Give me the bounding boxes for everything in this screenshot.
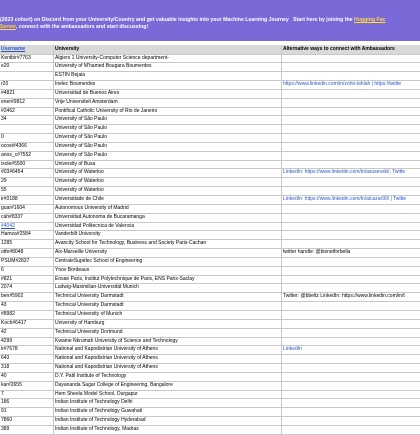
- alternative-contact-cell[interactable]: [282, 205, 420, 213]
- table-row[interactable]: [0, 346, 420, 355]
- table-row[interactable]: [0, 408, 420, 417]
- alternative-contact-cell[interactable]: [282, 267, 420, 275]
- username-cell[interactable]: 4299: [0, 338, 54, 346]
- university-cell[interactable]: Hem Sheela Model School, Durgapur: [54, 391, 282, 399]
- column-header-alternative[interactable]: Alternative ways to connect with Ambassadors: [283, 46, 395, 52]
- alternative-contact-cell[interactable]: twitter handle: @bisnotforbella: [283, 249, 351, 256]
- username-cell[interactable]: PSUM#2837: [0, 258, 54, 266]
- table-row[interactable]: [0, 249, 420, 258]
- alternative-contact-cell[interactable]: Twitter: @bbeltz LinkedIn: https://www.linkedin.com/in/t: [283, 293, 405, 300]
- table-row[interactable]: [0, 320, 420, 329]
- banner-line-1: [0, 17, 385, 24]
- university-cell[interactable]: Universidad Politecnica de Valencia: [54, 223, 282, 231]
- university-cell[interactable]: Technical University Darmstadt: [54, 302, 282, 310]
- username-cell[interactable]: ir#0188: [0, 196, 54, 204]
- university-cell[interactable]: National and Kapodistrian University of Athens: [54, 355, 282, 363]
- username-cell[interactable]: [0, 72, 54, 80]
- alternative-contact-cell[interactable]: [282, 99, 420, 107]
- alternative-contact-cell[interactable]: [282, 399, 420, 407]
- table-row[interactable]: [0, 426, 420, 435]
- university-cell[interactable]: University of Busa: [54, 161, 282, 169]
- username-cell[interactable]: 186: [0, 399, 54, 407]
- university-cell[interactable]: University of Hamburg: [54, 320, 282, 328]
- table-row[interactable]: [0, 240, 420, 249]
- username-cell[interactable]: #03#6454: [0, 169, 54, 177]
- table-row[interactable]: [0, 72, 420, 81]
- university-cell[interactable]: University of São Paulo: [54, 152, 282, 160]
- username-cell[interactable]: 7860: [0, 417, 54, 425]
- username-cell[interactable]: 0: [0, 134, 54, 142]
- alternative-contact-cell[interactable]: [282, 302, 420, 310]
- alternative-contact-cell[interactable]: [282, 134, 420, 142]
- table-row[interactable]: [0, 276, 420, 285]
- alternative-contact-cell[interactable]: [282, 258, 420, 266]
- alternative-contact-cell[interactable]: [282, 426, 420, 434]
- table-row[interactable]: [0, 373, 420, 382]
- table-row[interactable]: [0, 355, 420, 364]
- alternative-contact-cell[interactable]: [282, 143, 420, 151]
- table-row[interactable]: [0, 143, 420, 152]
- alternative-contact-cell[interactable]: [282, 284, 420, 292]
- alternative-contact-cell[interactable]: [282, 178, 420, 186]
- table-row[interactable]: [0, 108, 420, 117]
- alternative-contact-cell[interactable]: [282, 152, 420, 160]
- university-cell[interactable]: University of M'hamed Bougara Boumerdes: [54, 63, 282, 71]
- university-cell[interactable]: Technical University of Munich: [54, 311, 282, 319]
- table-row[interactable]: [0, 223, 420, 232]
- table-row[interactable]: [0, 178, 420, 187]
- table-row[interactable]: [0, 258, 420, 267]
- username-cell[interactable]: [0, 125, 54, 133]
- table-row[interactable]: [0, 205, 420, 214]
- username-cell[interactable]: 40: [0, 373, 54, 381]
- table-row[interactable]: [0, 417, 420, 426]
- alternative-contact-cell[interactable]: [282, 240, 420, 248]
- banner-line-2: [0, 24, 148, 31]
- university-cell[interactable]: Technical University Darmstadt: [54, 293, 282, 301]
- alternative-contact-cell[interactable]: [282, 320, 420, 328]
- alternative-contact-cell[interactable]: [282, 231, 420, 239]
- username-cell[interactable]: 2074: [0, 284, 54, 292]
- username-cell[interactable]: Hamza#2584: [0, 231, 54, 239]
- university-cell[interactable]: University of Waterloo: [54, 187, 282, 195]
- username-cell[interactable]: 643: [0, 355, 54, 363]
- university-cell[interactable]: Inelec Boumerdes: [54, 81, 282, 89]
- table-row[interactable]: [0, 293, 420, 302]
- table-row[interactable]: [0, 55, 420, 64]
- username-cell[interactable]: e20: [0, 63, 54, 71]
- table-row[interactable]: [0, 267, 420, 276]
- university-cell[interactable]: Aix-Marseille University: [54, 249, 282, 257]
- table-row[interactable]: [0, 161, 420, 170]
- university-cell[interactable]: National and Kapodistrian University of Athens: [54, 346, 282, 354]
- table-row[interactable]: [0, 81, 420, 90]
- username-cell[interactable]: #8982: [0, 311, 54, 319]
- alternative-contact-cell[interactable]: [282, 55, 420, 63]
- table-row[interactable]: [0, 399, 420, 408]
- university-cell[interactable]: Indian Institute of Technology Hyderabad: [54, 417, 282, 425]
- alternative-contact-cell[interactable]: [282, 90, 420, 98]
- university-cell[interactable]: University of São Paulo: [54, 125, 282, 133]
- username-cell[interactable]: r20: [0, 81, 54, 89]
- username-cell[interactable]: 1285: [0, 240, 54, 248]
- alternative-contact-cell[interactable]: [282, 187, 420, 195]
- table-row[interactable]: [0, 90, 420, 99]
- university-cell[interactable]: CentraleSupélec School of Engineering: [54, 258, 282, 266]
- university-cell[interactable]: Indian Institute of Technology, Madras: [54, 426, 282, 434]
- university-cell[interactable]: Vrije Universiteit Amsterdam: [54, 99, 282, 107]
- alternative-contact-cell[interactable]: [282, 63, 420, 71]
- university-cell[interactable]: Universidad Autonoma de Bucaramanga: [54, 214, 282, 222]
- alternative-contact-cell[interactable]: [282, 108, 420, 116]
- table-row[interactable]: [0, 125, 420, 134]
- table-row[interactable]: [0, 231, 420, 240]
- username-cell[interactable]: ener#9812: [0, 99, 54, 107]
- username-cell[interactable]: 7: [0, 391, 54, 399]
- alternative-contact-cell[interactable]: [282, 72, 420, 80]
- column-header-username[interactable]: Username: [0, 45, 54, 54]
- username-cell[interactable]: 29: [0, 178, 54, 186]
- university-cell[interactable]: D.Y. Patil Institute of Technology: [54, 373, 282, 381]
- username-cell[interactable]: cah#8337: [0, 214, 54, 222]
- university-cell[interactable]: Ensae Paris, Institut Polytechnique de Paris, ENS Paris-Saclay: [54, 276, 282, 284]
- username-cell[interactable]: 43: [0, 302, 54, 310]
- alternative-contact-cell[interactable]: [282, 161, 420, 169]
- table-row[interactable]: [0, 214, 420, 223]
- university-cell[interactable]: Ludwig-Maximilian-Universität Munich: [54, 284, 282, 292]
- alternative-contact-cell[interactable]: https://www.linkedin.com/in/zohir-lahlah | https://twitte: [283, 81, 402, 88]
- username-cell[interactable]: 55: [0, 187, 54, 195]
- university-cell[interactable]: Indian Institute of Technology Delhi: [54, 399, 282, 407]
- column-header-university[interactable]: University: [54, 45, 282, 54]
- alternative-contact-cell[interactable]: [282, 338, 420, 346]
- username-cell[interactable]: #821: [0, 276, 54, 284]
- university-cell[interactable]: Dayananda Sagar College of Engineering, Bangalore: [54, 382, 282, 390]
- alternative-contact-cell[interactable]: LinkedIn: https://www.linkedin.com/in/alcazar90/ | Twitte: [283, 196, 407, 202]
- university-cell[interactable]: Avancity School for Technology, Business and Society Paris-Cachan: [54, 240, 282, 248]
- username-cell[interactable]: ocost#4366: [0, 143, 54, 151]
- alternative-contact-cell[interactable]: LinkedIn: [283, 346, 302, 353]
- alternative-contact-cell[interactable]: [282, 276, 420, 284]
- university-cell[interactable]: Autonomous University of Madrid: [54, 205, 282, 213]
- username-cell[interactable]: ixole#5500: [0, 161, 54, 169]
- banner-text-2: , connect with the ambassadors and start discussing!: [15, 24, 149, 30]
- alternative-contact-cell[interactable]: [282, 116, 420, 124]
- alternative-contact-cell[interactable]: [282, 382, 420, 390]
- alternative-contact-cell[interactable]: LinkedIn: https://www.linkedin.com/in/asusevski/, Twitte: [283, 169, 406, 176]
- alternative-contact-cell[interactable]: [282, 329, 420, 337]
- table-row[interactable]: [0, 169, 420, 178]
- university-cell[interactable]: Technical University Dortmund: [54, 329, 282, 337]
- alternative-contact-cell[interactable]: [282, 408, 420, 416]
- alternative-contact-cell[interactable]: [282, 125, 420, 133]
- university-cell[interactable]: University of Waterloo: [54, 169, 282, 177]
- table-row[interactable]: [0, 99, 420, 108]
- username-cell[interactable]: 6: [0, 267, 54, 275]
- table-header-row: [0, 45, 420, 55]
- university-cell[interactable]: Kwame Nkrumah University of Science and Technology: [54, 338, 282, 346]
- table-row[interactable]: [0, 134, 420, 143]
- table-row[interactable]: [0, 187, 420, 196]
- alternative-contact-cell[interactable]: [282, 373, 420, 381]
- username-cell[interactable]: Kentbir#7763: [0, 55, 54, 63]
- table-row[interactable]: [0, 302, 420, 311]
- table-row[interactable]: [0, 116, 420, 125]
- table-row[interactable]: [0, 338, 420, 347]
- announcement-banner: [0, 0, 420, 41]
- university-cell[interactable]: University of São Paulo: [54, 143, 282, 151]
- alternative-contact-cell[interactable]: [282, 311, 420, 319]
- table-row[interactable]: [0, 63, 420, 72]
- username-cell[interactable]: #4821: [0, 90, 54, 98]
- table-row[interactable]: [0, 311, 420, 320]
- username-cell[interactable]: #2462: [0, 108, 54, 116]
- discord-server-link[interactable]: Hugging Fac: [354, 17, 386, 23]
- ambassador-table: [0, 45, 420, 435]
- table-row[interactable]: [0, 152, 420, 161]
- username-cell[interactable]: ir#7678: [0, 346, 54, 354]
- username-cell[interactable]: 34: [0, 116, 54, 124]
- university-cell[interactable]: Ynov Bordeaux: [54, 267, 282, 275]
- university-cell[interactable]: ESTIN Bejaia: [54, 72, 282, 80]
- server-link[interactable]: Server: [0, 24, 16, 30]
- table-row[interactable]: [0, 382, 420, 391]
- table-row[interactable]: [0, 196, 420, 205]
- alternative-contact-cell[interactable]: [282, 223, 420, 231]
- university-cell[interactable]: Vanderbilt University: [54, 231, 282, 239]
- table-row[interactable]: [0, 364, 420, 373]
- alternative-contact-cell[interactable]: [282, 391, 420, 399]
- username-cell[interactable]: ben#5902: [0, 293, 54, 301]
- table-row[interactable]: [0, 391, 420, 400]
- university-cell[interactable]: Universidade de Chile: [54, 196, 282, 204]
- username-cell[interactable]: #4042: [0, 223, 54, 231]
- username-cell[interactable]: 42: [0, 329, 54, 337]
- username-cell[interactable]: guar#1604: [0, 205, 54, 213]
- university-cell[interactable]: University of Waterloo: [54, 178, 282, 186]
- university-cell[interactable]: Indian Institute of Technology Guwahati: [54, 408, 282, 416]
- university-cell[interactable]: Universidad de Buenos Aires: [54, 90, 282, 98]
- username-cell[interactable]: Koch#6417: [0, 320, 54, 328]
- alternative-contact-cell[interactable]: [282, 214, 420, 222]
- university-cell[interactable]: University of São Paulo: [54, 134, 282, 142]
- university-cell[interactable]: Pontifical Catholic University of Rio de Janeiro: [54, 108, 282, 116]
- username-cell[interactable]: kar#2655: [0, 382, 54, 390]
- username-cell[interactable]: otfe#8048: [0, 249, 54, 257]
- alternative-contact-cell[interactable]: [282, 417, 420, 425]
- username-cell[interactable]: anos_c#7552: [0, 152, 54, 160]
- banner-text-1: (2023 cohort) on Discord from your University/Country and get valuable insights into your Machine Learning Journey: [0, 17, 289, 23]
- banner-text-1b: Start here by joining the: [293, 17, 353, 23]
- university-cell[interactable]: University of São Paulo: [54, 116, 282, 124]
- university-cell[interactable]: Algiers 1 University-Computer Science department-: [54, 55, 282, 63]
- username-cell[interactable]: 91: [0, 408, 54, 416]
- alternative-contact-cell[interactable]: [282, 364, 420, 372]
- alternative-contact-cell[interactable]: [282, 355, 420, 363]
- university-cell[interactable]: National and Kapodistrian University of Athens: [54, 364, 282, 372]
- table-row[interactable]: [0, 284, 420, 293]
- username-cell[interactable]: 389: [0, 426, 54, 434]
- username-cell[interactable]: 318: [0, 364, 54, 372]
- table-row[interactable]: [0, 329, 420, 338]
